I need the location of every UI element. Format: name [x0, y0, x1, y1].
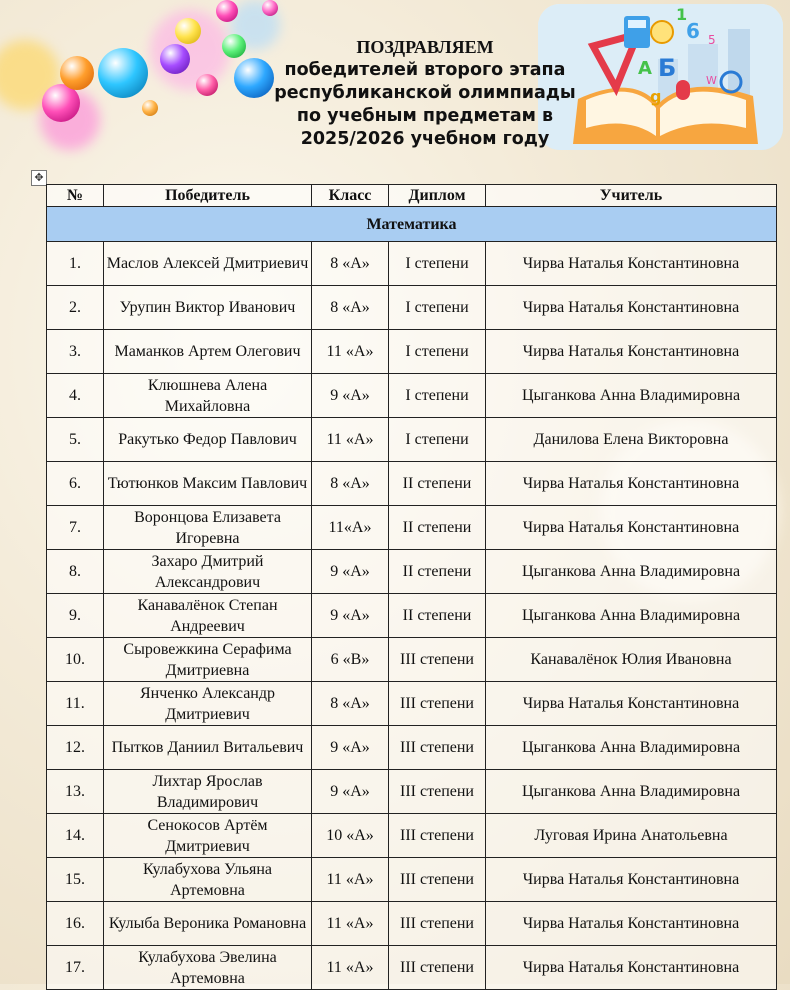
cell-teacher: Чирва Наталья Константиновна [486, 682, 777, 726]
title-line-2: победителей второго этапа [284, 60, 566, 80]
table-row [47, 682, 777, 726]
cell-teacher: Цыганкова Анна Владимировна [486, 770, 777, 814]
cell-teacher: Чирва Наталья Константиновна [486, 242, 777, 286]
winners-table [46, 184, 777, 990]
cell-number: 15. [47, 858, 104, 902]
table-row [47, 814, 777, 858]
cell-winner-name: Воронцова Елизавета Игоревна [104, 506, 312, 550]
cell-teacher: Чирва Наталья Константиновна [486, 902, 777, 946]
cell-number: 12. [47, 726, 104, 770]
header-diploma: Диплом [389, 185, 486, 207]
title-line-1: ПОЗДРАВЛЯЕМ [356, 37, 494, 57]
page-title [260, 36, 590, 151]
subject-name: Математика [47, 207, 777, 242]
table-row [47, 418, 777, 462]
header-grade: Класс [312, 185, 389, 207]
svg-text:Б: Б [658, 54, 677, 82]
cell-diploma: III степени [389, 726, 486, 770]
cell-grade: 11«А» [312, 506, 389, 550]
cell-number: 4. [47, 374, 104, 418]
table-row [47, 242, 777, 286]
table-row [47, 286, 777, 330]
cell-diploma: II степени [389, 506, 486, 550]
table-row [47, 946, 777, 990]
cell-grade: 10 «А» [312, 814, 389, 858]
cell-diploma: III степени [389, 682, 486, 726]
table-row [47, 330, 777, 374]
cell-winner-name: Пытков Даниил Витальевич [104, 726, 312, 770]
cell-grade: 9 «А» [312, 770, 389, 814]
cell-winner-name: Ракутько Федор Павлович [104, 418, 312, 462]
cell-teacher: Цыганкова Анна Владимировна [486, 594, 777, 638]
table-row [47, 594, 777, 638]
cell-grade: 8 «А» [312, 242, 389, 286]
cell-number: 8. [47, 550, 104, 594]
bubble [216, 0, 238, 22]
cell-number: 14. [47, 814, 104, 858]
svg-text:5: 5 [708, 33, 716, 47]
cell-winner-name: Маманков Артем Олегович [104, 330, 312, 374]
cell-winner-name: Маслов Алексей Дмитриевич [104, 242, 312, 286]
cell-winner-name: Тютюнков Максим Павлович [104, 462, 312, 506]
cell-grade: 9 «А» [312, 594, 389, 638]
cell-diploma: II степени [389, 550, 486, 594]
cell-number: 9. [47, 594, 104, 638]
cell-winner-name: Канавалёнок Степан Андреевич [104, 594, 312, 638]
table-row [47, 726, 777, 770]
cell-diploma: III степени [389, 946, 486, 990]
cell-teacher: Чирва Наталья Константиновна [486, 462, 777, 506]
bubble [160, 44, 190, 74]
cell-diploma: III степени [389, 902, 486, 946]
cell-teacher: Чирва Наталья Константиновна [486, 858, 777, 902]
header-winner: Победитель [104, 185, 312, 207]
bubble [262, 0, 278, 16]
cell-number: 6. [47, 462, 104, 506]
cell-winner-name: Сыровежкина Серафима Дмитриевна [104, 638, 312, 682]
table-row [47, 374, 777, 418]
svg-text:g: g [650, 87, 662, 106]
bubble [98, 48, 148, 98]
cell-winner-name: Клюшнева Алена Михайловна [104, 374, 312, 418]
svg-text:1: 1 [676, 5, 688, 24]
table-row [47, 462, 777, 506]
cell-grade: 8 «А» [312, 286, 389, 330]
cell-grade: 11 «А» [312, 418, 389, 462]
table-row [47, 506, 777, 550]
cell-diploma: III степени [389, 638, 486, 682]
table-header-row [47, 185, 777, 207]
cell-diploma: I степени [389, 374, 486, 418]
cell-teacher: Чирва Наталья Константиновна [486, 506, 777, 550]
cell-diploma: I степени [389, 286, 486, 330]
cell-diploma: I степени [389, 242, 486, 286]
cell-winner-name: Лихтар Ярослав Владимирович [104, 770, 312, 814]
cell-grade: 11 «А» [312, 330, 389, 374]
cell-number: 11. [47, 682, 104, 726]
cell-teacher: Цыганкова Анна Владимировна [486, 550, 777, 594]
title-line-5: 2025/2026 учебном году [300, 129, 550, 149]
table-move-handle-icon[interactable]: ✥ [31, 170, 47, 186]
cell-diploma: III степени [389, 814, 486, 858]
cell-diploma: III степени [389, 858, 486, 902]
cell-grade: 11 «А» [312, 946, 389, 990]
subject-row [47, 207, 777, 242]
bubble [142, 100, 158, 116]
bubble [196, 74, 218, 96]
title-line-4: по учебным предметам в [296, 106, 554, 126]
svg-text:W: W [706, 74, 717, 87]
cell-winner-name: Сенокосов Артём Дмитриевич [104, 814, 312, 858]
cell-teacher: Канавалёнок Юлия Ивановна [486, 638, 777, 682]
cell-grade: 9 «А» [312, 550, 389, 594]
cell-grade: 6 «В» [312, 638, 389, 682]
cell-grade: 8 «А» [312, 462, 389, 506]
cell-teacher: Чирва Наталья Константиновна [486, 946, 777, 990]
cell-winner-name: Кулабухова Эвелина Артемовна [104, 946, 312, 990]
cell-teacher: Чирва Наталья Константиновна [486, 286, 777, 330]
bubble [222, 34, 246, 58]
cell-grade: 11 «А» [312, 902, 389, 946]
cell-winner-name: Захаро Дмитрий Александрович [104, 550, 312, 594]
table-row [47, 638, 777, 682]
svg-text:6: 6 [686, 19, 700, 43]
bubble [60, 56, 94, 90]
cell-number: 10. [47, 638, 104, 682]
cell-diploma: II степени [389, 594, 486, 638]
cell-diploma: I степени [389, 418, 486, 462]
cell-diploma: II степени [389, 462, 486, 506]
cell-teacher: Чирва Наталья Константиновна [486, 330, 777, 374]
cell-number: 2. [47, 286, 104, 330]
cell-number: 1. [47, 242, 104, 286]
cell-grade: 11 «А» [312, 858, 389, 902]
header-number: № [47, 185, 104, 207]
table-row [47, 902, 777, 946]
cell-number: 7. [47, 506, 104, 550]
cell-teacher: Цыганкова Анна Владимировна [486, 374, 777, 418]
bubble [175, 18, 201, 44]
cell-diploma: I степени [389, 330, 486, 374]
cell-grade: 9 «А» [312, 374, 389, 418]
title-line-3: республиканской олимпиады [274, 83, 576, 103]
cell-winner-name: Урупин Виктор Иванович [104, 286, 312, 330]
cell-grade: 9 «А» [312, 726, 389, 770]
cell-number: 3. [47, 330, 104, 374]
cell-teacher: Луговая Ирина Анатольевна [486, 814, 777, 858]
table-row [47, 770, 777, 814]
cell-number: 17. [47, 946, 104, 990]
table-row [47, 550, 777, 594]
cell-teacher: Цыганкова Анна Владимировна [486, 726, 777, 770]
cell-grade: 8 «А» [312, 682, 389, 726]
cell-winner-name: Кулабухова Ульяна Артемовна [104, 858, 312, 902]
cell-number: 5. [47, 418, 104, 462]
cell-number: 13. [47, 770, 104, 814]
cell-teacher: Данилова Елена Викторовна [486, 418, 777, 462]
cell-winner-name: Кулыба Вероника Романовна [104, 902, 312, 946]
cell-winner-name: Янченко Александр Дмитриевич [104, 682, 312, 726]
cell-number: 16. [47, 902, 104, 946]
header-teacher: Учитель [486, 185, 777, 207]
cell-diploma: III степени [389, 770, 486, 814]
table-row [47, 858, 777, 902]
svg-text:A: A [638, 58, 652, 79]
